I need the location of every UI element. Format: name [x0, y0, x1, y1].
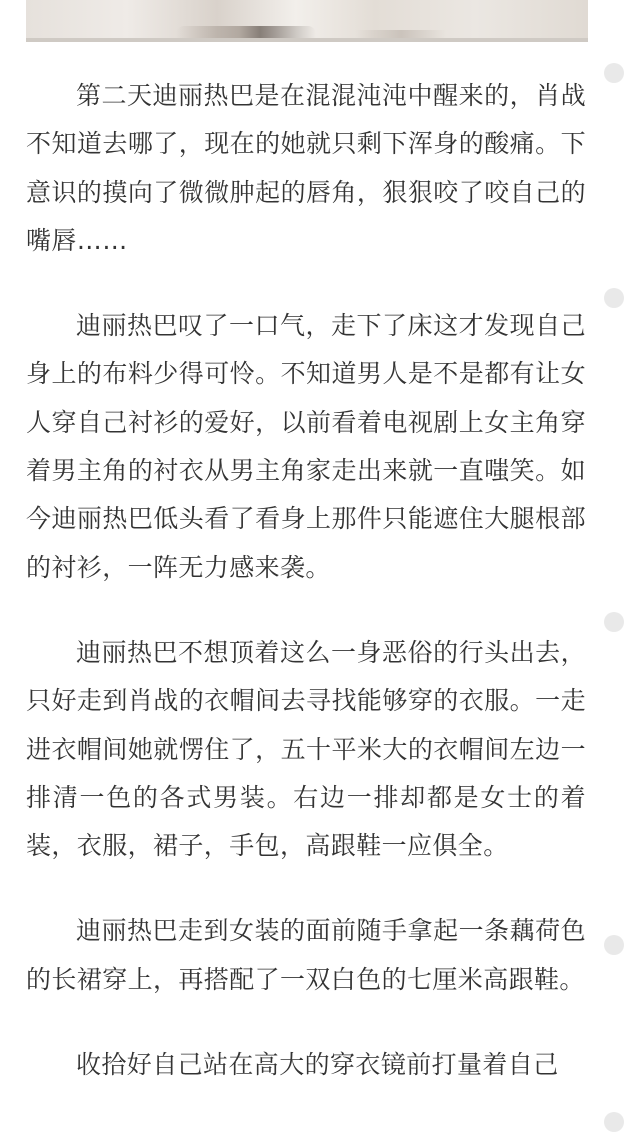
- article-body: [26, 72, 586, 1126]
- paragraph-marker-dot: [604, 288, 624, 308]
- paragraph-marker-dot: [604, 935, 624, 955]
- paragraph-marker-dot: [604, 63, 624, 83]
- paragraph-marker-dot: [604, 612, 624, 632]
- article-paragraph: 迪丽热巴走到女装的面前随手拿起一条藕荷色的长裙穿上，再搭配了一双白色的七厘米高跟鞋。: [26, 916, 586, 994]
- article-paragraph: 第二天迪丽热巴是在混混沌沌中醒来的，肖战不知道去哪了，现在的她就只剩下浑身的酸痛。下意识的摸向了微微肿起的唇角，狠狠咬了咬自己的嘴唇……: [26, 81, 586, 255]
- article-paragraph: 迪丽热巴不想顶着这么一身恶俗的行头出去，只好走到肖战的衣帽间去寻找能够穿的衣服。一走进衣帽间她就愣住了，五十平米大的衣帽间左边一排清一色的各式男装。右边一排却都是女士的着装，衣服，裙子，手包，高跟鞋一应俱全。: [26, 637, 586, 861]
- paragraph-marker-dot: [604, 1112, 624, 1132]
- article-paragraph: 迪丽热巴叹了一口气，走下了床这才发现自己身上的布料少得可怜。不知道男人是不是都有让女人穿自己衬衫的爱好，以前看着电视剧上女主角穿着男主角的衬衣从男主角家走出来就一直嗤笑。如今迪丽热巴低头看了看身上那件只能遮住大腿根部的衬衫，一阵无力感来袭。: [26, 311, 586, 582]
- header-image-edge: [26, 38, 588, 42]
- header-image: [26, 0, 588, 42]
- article-paragraph: 收拾好自己站在高大的穿衣镜前打量着自己: [76, 1050, 559, 1080]
